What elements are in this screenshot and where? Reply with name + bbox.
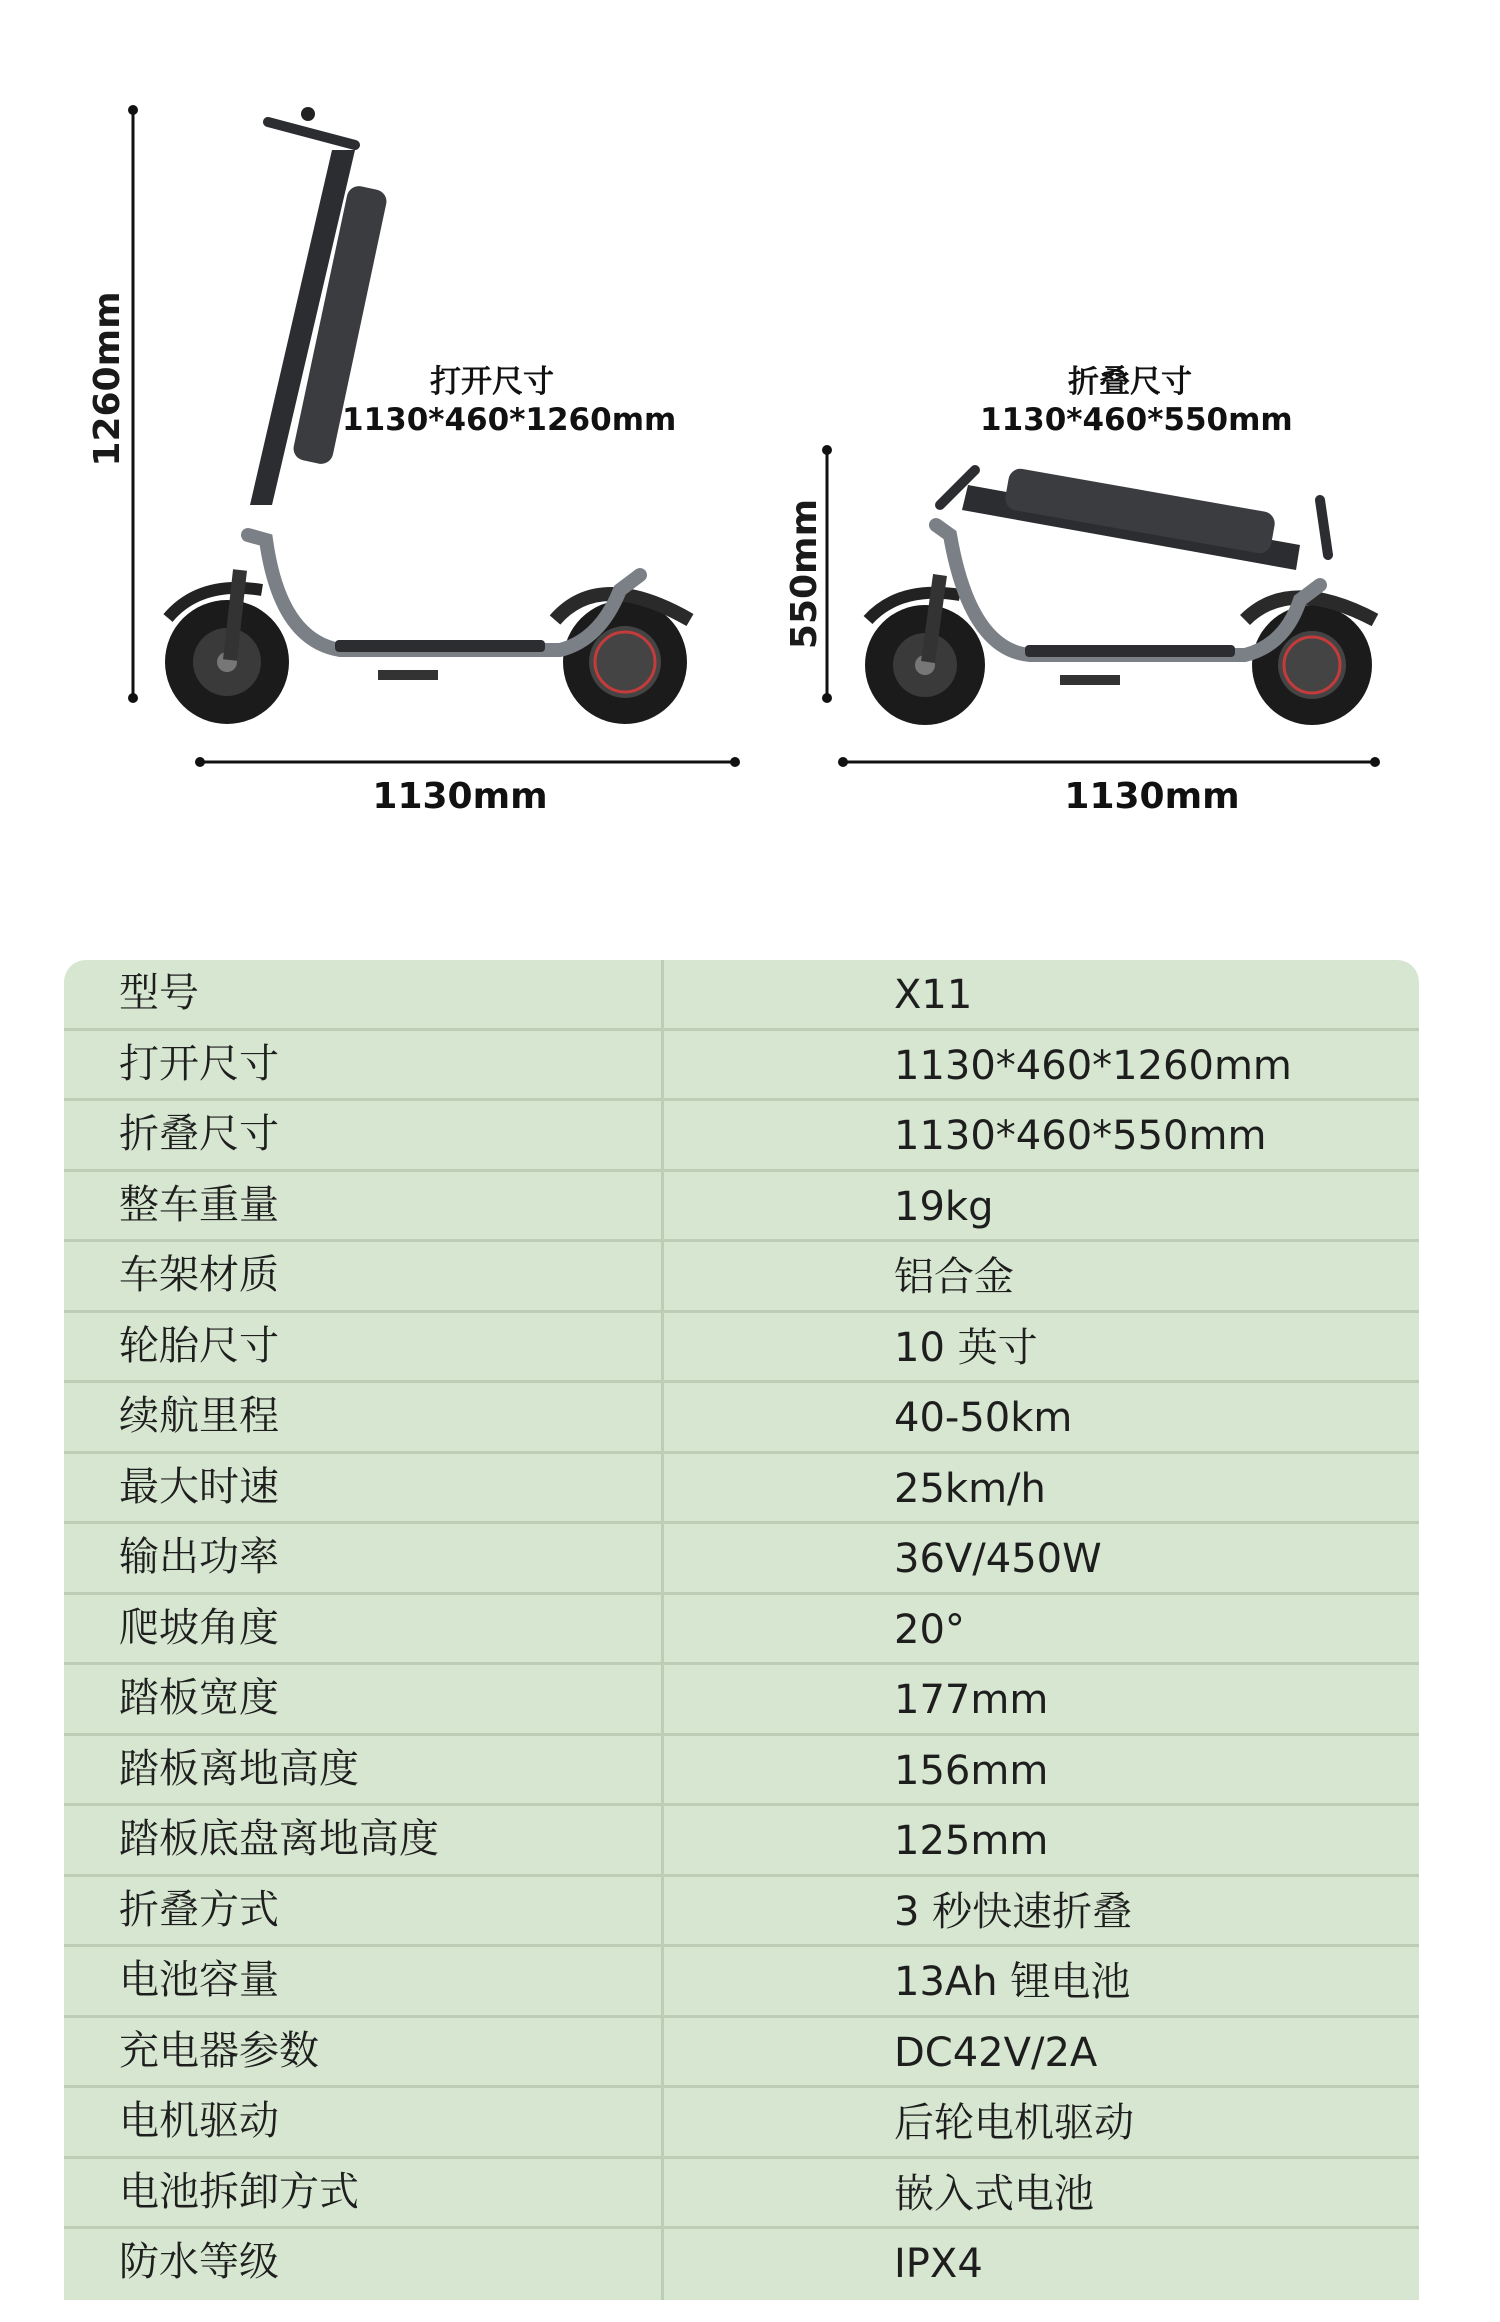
spec-value: X11 xyxy=(894,972,973,1018)
spec-key: 充电器参数 xyxy=(64,2018,664,2086)
spec-row xyxy=(64,2229,1419,2300)
spec-row xyxy=(64,1454,1419,1525)
dimension-dot xyxy=(838,757,848,767)
scooter-illustrations xyxy=(0,0,1500,900)
spec-row xyxy=(64,1524,1419,1595)
spec-key: 续航里程 xyxy=(64,1383,664,1451)
spec-value: 3 秒快速折叠 xyxy=(894,1888,1133,1935)
folded-length-label: 1130mm xyxy=(1064,776,1240,817)
dimension-dot xyxy=(128,693,138,703)
spec-row xyxy=(64,1736,1419,1807)
spec-row xyxy=(64,2088,1419,2159)
spec-value: 19kg xyxy=(894,1183,994,1230)
front-fork xyxy=(230,570,240,660)
spec-value: IPX4 xyxy=(894,2241,983,2287)
spec-row xyxy=(64,2018,1419,2089)
spec-value: 13Ah 锂电池 xyxy=(894,1959,1131,2005)
spec-row xyxy=(64,1806,1419,1877)
spec-value: 25km/h xyxy=(894,1465,1046,1512)
handlebar xyxy=(268,122,355,145)
dimension-dot xyxy=(128,105,138,115)
spec-value: 1130*460*550mm xyxy=(894,1113,1267,1159)
spec-key: 防水等级 xyxy=(64,2229,664,2300)
dimension-dot xyxy=(822,693,832,703)
folded-scooter-image xyxy=(822,445,1380,767)
spec-key: 折叠方式 xyxy=(64,1877,664,1945)
dimension-dot xyxy=(195,757,205,767)
spec-value: 177mm xyxy=(894,1677,1049,1723)
folded-height-label: 550mm xyxy=(784,498,825,650)
bell xyxy=(301,107,315,121)
spec-key: 轮胎尺寸 xyxy=(64,1313,664,1381)
spec-key: 爬坡角度 xyxy=(64,1595,664,1663)
spec-row xyxy=(64,960,1419,1031)
spec-table xyxy=(64,960,1419,2300)
spec-row xyxy=(64,1383,1419,1454)
rear-hub xyxy=(1278,631,1346,699)
spec-value: 后轮电机驱动 xyxy=(894,2100,1134,2146)
spec-row xyxy=(64,1031,1419,1102)
spec-value: 156mm xyxy=(894,1747,1049,1794)
spec-row xyxy=(64,1877,1419,1948)
spec-value: 20° xyxy=(894,1606,965,1653)
spec-key: 车架材质 xyxy=(64,1242,664,1310)
deck xyxy=(1025,645,1235,657)
spec-key: 输出功率 xyxy=(64,1524,664,1592)
spec-key: 打开尺寸 xyxy=(64,1031,664,1099)
spec-row xyxy=(64,1313,1419,1384)
spec-row xyxy=(64,1595,1419,1666)
spec-value: 10 英寸 xyxy=(894,1324,1038,1371)
unfolded-size: 1130*460*1260mm xyxy=(342,402,677,438)
spec-value: 125mm xyxy=(894,1818,1049,1864)
spec-key: 踏板底盘离地高度 xyxy=(64,1806,664,1874)
deck xyxy=(335,640,545,652)
spec-key: 电机驱动 xyxy=(64,2088,664,2156)
spec-value: 40-50km xyxy=(894,1395,1073,1441)
spec-key: 电池拆卸方式 xyxy=(64,2159,664,2227)
unfolded-title: 打开尺寸 xyxy=(430,364,554,400)
spec-key: 整车重量 xyxy=(64,1172,664,1240)
handlebar xyxy=(1320,500,1328,555)
dimension-dot xyxy=(730,757,740,767)
spec-row xyxy=(64,1242,1419,1313)
kickstand xyxy=(1060,675,1120,685)
spec-key: 踏板离地高度 xyxy=(64,1736,664,1804)
spec-row xyxy=(64,1665,1419,1736)
unfolded-height-label: 1260mm xyxy=(87,291,128,467)
spec-row xyxy=(64,1101,1419,1172)
spec-row xyxy=(64,1172,1419,1243)
dimension-dot xyxy=(822,445,832,455)
spec-value: 嵌入式电池 xyxy=(894,2170,1094,2217)
spec-key: 踏板宽度 xyxy=(64,1665,664,1733)
spec-key: 折叠尺寸 xyxy=(64,1101,664,1169)
spec-value: 铝合金 xyxy=(894,1254,1014,1300)
unfolded-length-label: 1130mm xyxy=(372,776,548,817)
scooter-dimension-diagram xyxy=(0,0,1500,900)
spec-row xyxy=(64,2159,1419,2230)
spec-value: DC42V/2A xyxy=(894,2029,1098,2076)
spec-value: 36V/450W xyxy=(894,1536,1102,1582)
folded-size: 1130*460*550mm xyxy=(980,402,1293,438)
kickstand xyxy=(378,670,438,680)
spec-value: 1130*460*1260mm xyxy=(894,1042,1292,1089)
spec-key: 型号 xyxy=(64,960,664,1028)
rear-hub xyxy=(589,626,661,698)
folded-title: 折叠尺寸 xyxy=(1068,364,1192,400)
spec-row xyxy=(64,1947,1419,2018)
dimension-dot xyxy=(1370,757,1380,767)
spec-key: 最大时速 xyxy=(64,1454,664,1522)
spec-key: 电池容量 xyxy=(64,1947,664,2015)
